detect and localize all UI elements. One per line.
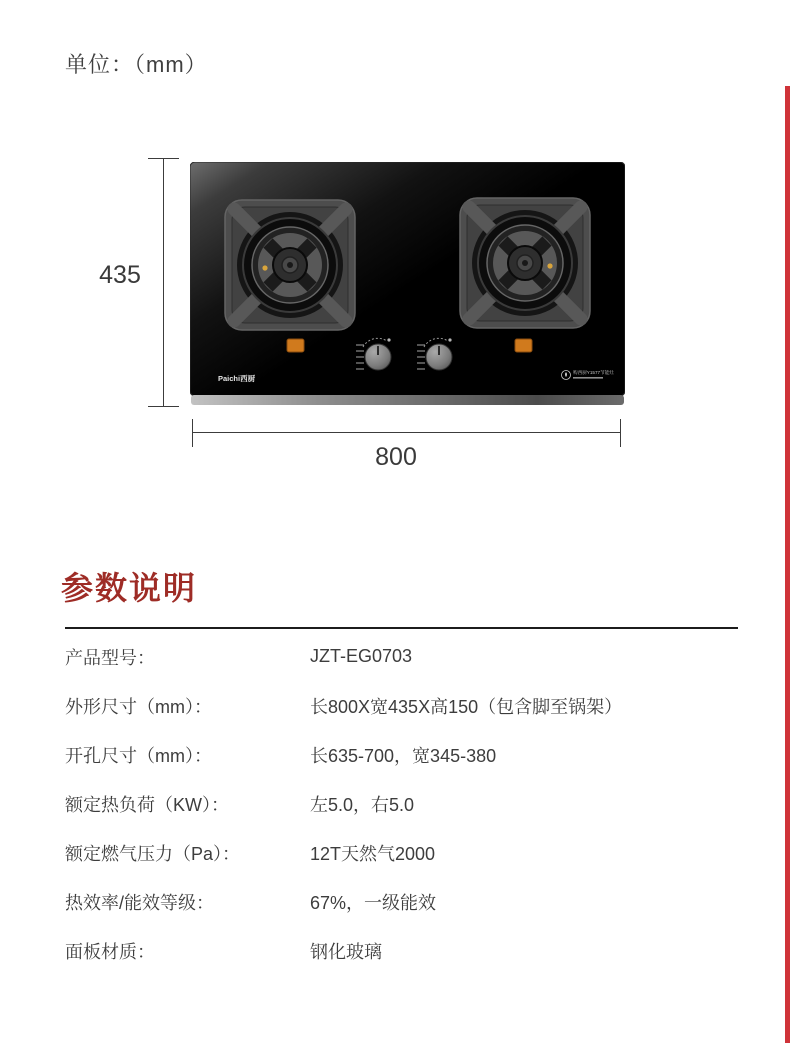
spec-label: 外形尺寸（mm）： (65, 696, 212, 717)
left-indicator-window (287, 339, 304, 352)
spec-label: 额定热负荷（KW）： (65, 794, 229, 815)
spec-row (65, 828, 738, 877)
spec-row (65, 926, 738, 975)
spec-label: 产品型号： (65, 647, 155, 668)
spec-value: 长800X宽435X高150（包含脚至锅架） (310, 696, 623, 717)
spec-label: 面板材质： (65, 941, 155, 962)
ignition-electrode-dot (262, 265, 267, 270)
spec-label: 额定燃气压力（Pa）： (65, 843, 241, 864)
height-dimension-line (163, 158, 164, 407)
brand-logo-text: Paichi西厨 (218, 374, 256, 383)
width-dimension-line (192, 432, 621, 433)
spec-value: 钢化玻璃 (310, 941, 382, 962)
panel-base-edge (191, 395, 624, 405)
spec-label: 开孔尺寸（mm）： (65, 745, 212, 766)
spec-row (65, 632, 738, 681)
ignition-electrode-dot (547, 263, 552, 268)
spec-value: 长635-700，宽345-380 (310, 745, 497, 766)
spec-table (65, 627, 738, 975)
height-dim-cap-top (148, 158, 179, 159)
spec-value: 67%，一级能效 (310, 892, 437, 913)
left-burner (225, 200, 355, 330)
spec-label: 热效率/能效等级： (65, 892, 215, 913)
spec-row (65, 779, 738, 828)
spec-row (65, 730, 738, 779)
right-burner (460, 198, 590, 328)
height-dim-cap-bottom (148, 406, 179, 407)
height-dimension-label: 435 (99, 261, 141, 289)
unit-note: 单位：（mm） (65, 52, 208, 77)
spec-row (65, 877, 738, 926)
spec-row (65, 681, 738, 730)
section-title: 参数说明 (61, 570, 198, 606)
spec-value: JZT-EG0703 (310, 646, 413, 666)
product-diagram (0, 0, 790, 520)
spec-value: 12T天然气2000 (310, 843, 436, 864)
width-dim-cap-right (620, 419, 621, 447)
scroll-indicator[interactable] (785, 86, 790, 1043)
width-dim-cap-left (192, 419, 193, 447)
width-dimension-label: 800 (375, 443, 417, 471)
badge-text: 购西厨Y1577节能灶 (573, 370, 614, 375)
spec-value: 左5.0，右5.0 (310, 794, 415, 815)
stove-product-image (190, 162, 625, 407)
right-indicator-window (515, 339, 532, 352)
